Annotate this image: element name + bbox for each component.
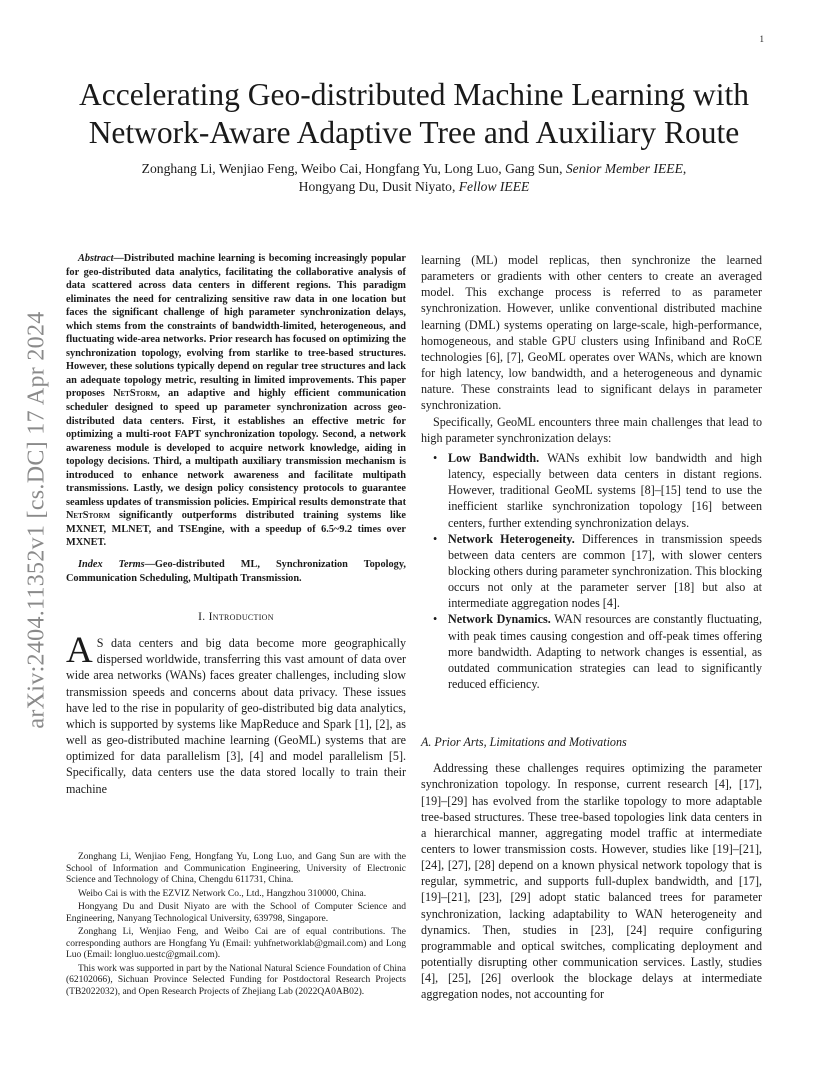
list-item [421, 531, 762, 612]
intro-text: S data centers and big data become more geographically dispersed worldwide, transferring this vast amount of data over wide area networks (WANs) faces greater challenges, including slow transmission speeds and concerns about data privacy. These issues have led to the rise in popularity of geo-distributed big data analytics, which is supported by systems like MapReduce and Spark [1], [2], as well as geo-distributed machine learning (GeoML) systems that are optimized for data parallelism [3], [4] and model parallelism [5]. Specifically, data centers use the data stored locally to train their machine [66, 636, 406, 796]
page-number: 1 [759, 34, 764, 44]
drop-cap: A [66, 630, 93, 672]
list-item-title: Network Heterogeneity. [448, 531, 575, 546]
authors-line-2 [60, 178, 768, 196]
abstract-text-a: —Distributed machine learning is becoming increasingly popular for geo-distributed data analytics, facilitating the collaborative analysis of data scattered across data centers in different regions. This paradigm eliminates the need for centralizing sensitive raw data in one location but faces the significant challenge of high parameter synchronization delays, which stems from the constraints of bandwidth-limited, heterogeneous, and fluctuating wide-area networks. Prior research has focused on optimizing the synchronization topology, evolving from starlike to tree-based structures. However, these solutions typically depend on regular tree structures and lack an adequate topology metric, resulting in limited improvements. This paper proposes [66, 253, 406, 400]
footnote: Zonghang Li, Wenjiao Feng, and Weibo Cai are of equal contributions. The corresponding authors are Hongfang Yu (Email: yuhfnetworklab@gmail.com) and Long Luo (Email: longluo.uestc@gmail.com). [66, 927, 406, 960]
footnote: This work was supported in part by the National Natural Science Foundation of China (62102066), Sichuan Province Selected Funding for Postdoctoral Research Projects (TB2022032), and Open Research Projects of Zhejiang Lab (2022QA0AB02). [66, 963, 406, 997]
section-heading-introduction: I. Introduction [198, 611, 274, 624]
authors-line-1-role: Senior Member IEEE [565, 161, 683, 176]
intro-paragraph [66, 630, 406, 797]
index-terms [66, 558, 406, 585]
authors-line-1-names: Zonghang Li, Wenjiao Feng, Weibo Cai, Hongfang Yu, Long Luo, Gang Sun, [141, 161, 566, 176]
footnote: Hongyang Du and Dusit Niyato are with the School of Computer Science and Engineering, Nanyang Technological University, 639798, Singapore. [66, 902, 406, 924]
list-item-title: Network Dynamics. [448, 612, 551, 627]
abstract-text-b: , an adaptive and highly efficient communication scheduler designed to speed up parameter synchronization across geo-distributed data centers. First, it establishes an effective metric for optimizing a multi-root FAPT synchronization topology. Second, a network awareness module is developed to acquire network knowledge, aiding in topology decisions. Third, a multipath auxiliary transmission mechanism is introduced to enhance network awareness and facilitate multipath transmissions. Lastly, we design policy consistency protocols to guarantee seamless updates of transmission policies. Empirical results demonstrate that [66, 388, 407, 508]
body-paragraph: Addressing these challenges requires optimizing the parameter synchronization topology. In response, current research [4], [17], [19]–[29] has evolved from the starlike topology to more adaptable tree-based structures. These tree-based topologies link data centers in a hierarchical manner, aggregating model traffic at intermediate centers to lower transmission costs. However, studies like [19]–[21], [24], [27], [28] depend on a known physical network topology that is regular, symmetric, and supports full-duplex bandwidth, and [17], [19]–[21], [23], [29] adopt static balanced trees for parameter synchronization, lacking adaptability to WAN heterogeneity and dynamics. Then, studies in [23], [24] require configuring programmable and optical switches, complicating deployment and potentially disrupting other communication services. Lastly, studies [4], [25], [26] overlook the blockage delays at intermediate aggregation nodes, not accounting for [421, 761, 762, 1002]
authors-line-2-names: Hongyang Du, Dusit Niyato, [298, 179, 459, 194]
abstract-system-name: NetStorm [113, 388, 158, 400]
authors-line-2-role: Fellow IEEE [458, 179, 530, 194]
bullet-icon: • [433, 612, 438, 627]
abstract [66, 252, 406, 550]
list-item-text: Differences in transmission speeds between data centers are common [17], with slower centers blocking others during parameter synchronization. This blocking occurs not only at the parameter server [18] but also at intermediate aggregation nodes [4]. [448, 531, 762, 611]
footnotes [66, 852, 406, 1000]
index-terms-text: —Geo-distributed ML, Synchronization Topology, Communication Scheduling, Multipath Transmission. [66, 559, 406, 584]
author-list [60, 160, 768, 196]
left-column [66, 252, 406, 797]
arxiv-identifier [23, 285, 50, 755]
list-item [421, 611, 762, 692]
list-item-text: WANs exhibit low bandwidth and high latency, especially between data centers in distant regions. However, traditional GeoML systems [8]–[15] tend to use the inefficient starlike synchronization topology [16] between centers, further extending synchronization delays. [448, 450, 762, 530]
abstract-label: Abstract [78, 253, 114, 264]
authors-line-1: Zonghang Li, Wenjiao Feng, Weibo Cai, Hongfang Yu, Long Luo, Gang Sun, Senior Member IEEE, [141, 161, 687, 176]
bullet-icon: • [433, 531, 438, 546]
abstract-system-name-2: NetStorm [66, 510, 111, 522]
body-paragraph: Specifically, GeoML encounters three main challenges that lead to high parameter synchronization delays: [421, 414, 762, 445]
paper-title [60, 76, 768, 152]
footnote: Zonghang Li, Wenjiao Feng, Hongfang Yu, Long Luo, and Gang Sun are with the School of Information and Communication Engineering, University of Electronic Science and Technology of China, Chengdu 611731, China. [66, 852, 406, 885]
bullet-icon: • [433, 450, 438, 465]
subsection-heading: A. Prior Arts, Limitations and Motivations [421, 735, 627, 750]
list-item-text: WAN resources are constantly fluctuating, with peak times causing congestion and off-peak times offering more bandwidth. Adapting to network changes is essential, as outdated communication strategies can lead to significantly reduced efficiency. [448, 612, 762, 692]
title-line-2: Network-Aware Adaptive Tree and Auxiliary Route [88, 115, 740, 150]
list-item [421, 450, 762, 531]
right-column [421, 252, 762, 1003]
body-paragraph: learning (ML) model replicas, then synchronize the learned parameters or gradients with other centers to create an averaged model. This exchange process is referred to as parameter synchronization. However, unlike conventional distributed machine learning (DML) systems operating on large-scale, high-performance, homogeneous, and stable GPU clusters using Infiniband and RoCE technologies [6], [7], GeoML operates over WANs, which are known for high latency, low bandwidth, and a heterogeneous and dynamic nature. These constraints lead to significant delays in parameter synchronization. [421, 253, 762, 413]
title-line-1: Accelerating Geo-distributed Machine Learning with [78, 77, 749, 112]
abstract-text-c: significantly outperforms distributed training systems like MXNET, MLNET, and TSEngine, with a speedup of 6.5~9.2 times over MXNET. [66, 510, 406, 549]
challenge-list [421, 450, 762, 692]
list-item-title: Low Bandwidth. [448, 450, 540, 465]
footnote: Weibo Cai is with the EZVIZ Network Co., Ltd., Hangzhou 310000, China. [78, 888, 367, 899]
index-terms-label: Index Terms [78, 559, 145, 571]
arxiv-identifier-text: arXiv:2404.11352v1 [cs.DC] 17 Apr 2024 [23, 311, 50, 729]
